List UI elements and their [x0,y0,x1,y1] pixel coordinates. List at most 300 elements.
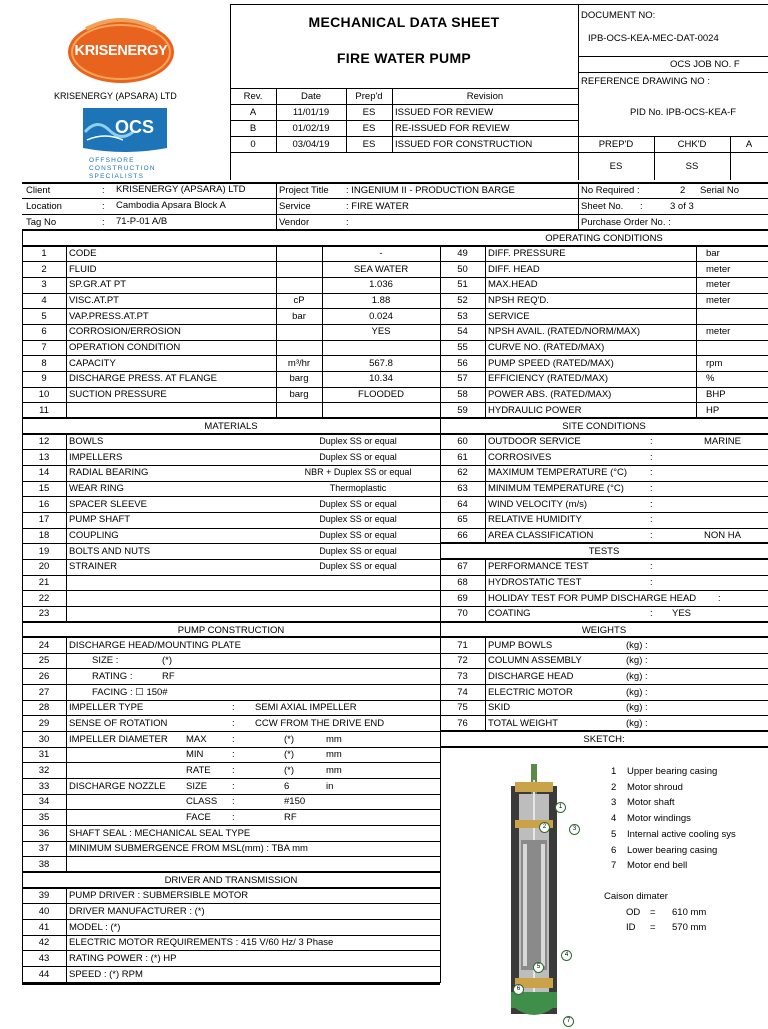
operating-label: SP.GR.AT PT [69,279,127,291]
weight-unit: (kg) : [626,639,648,651]
row-number: 51 [457,279,468,291]
site-label: RELATIVE HUMIDITY [488,514,582,526]
row-number: 61 [457,451,468,463]
grid-line [22,324,440,325]
sheet-label: Sheet No. [581,201,624,212]
grid-line [22,512,440,513]
grid-line [22,590,440,591]
material-label: RADIAL BEARING [69,467,149,479]
row-number: 5 [41,310,47,322]
vendor-value: : [346,217,349,228]
row-number: 26 [38,670,50,682]
rev-date: 11/01/19 [292,107,330,118]
construction-label: DISCHARGE HEAD/MOUNTING PLATE [69,639,241,651]
operating-unit: meter [706,326,731,338]
krisenergy-logo-text: KRISENERGY [74,43,168,59]
legend-label: Motor end bell [627,860,688,872]
grid-line [22,762,440,763]
row-number: 7 [41,342,47,354]
construction-label: IMPELLER DIAMETER [69,733,168,745]
row-number: 62 [457,467,468,479]
no-required-label: No Required : [581,185,640,196]
grid-line [22,668,440,669]
row-number: 17 [38,514,50,526]
grid-line [22,887,440,889]
operating-label: FLUID [69,263,97,275]
operating-label: VAP.PRESS.AT.PT [69,310,149,322]
grid-line [440,308,768,309]
test-label: HOLIDAY TEST FOR PUMP DISCHARGE HEAD [488,592,697,604]
service-value: : FIRE WATER [346,201,409,212]
grid-line [440,465,768,466]
row-number: 27 [38,686,50,698]
row-number: 64 [457,498,468,510]
row-number: 76 [457,717,468,729]
grid-line [440,417,768,419]
revision-col-header: Revision [466,91,504,102]
serial-label: Serial No [700,185,740,196]
caison-id-value: 570 mm [672,922,707,933]
project-label: Project Title [279,185,329,196]
grid-line [22,433,440,435]
site-sep: : [650,483,653,495]
site-label: MINIMUM TEMPERATURE (°C) [488,483,624,495]
row-number: 15 [38,483,50,495]
operating-label: CORROSION/ERROSION [69,326,181,338]
material-value: Duplex SS or equal [319,514,397,525]
tag-value: 71-P-01 A/B [116,216,168,227]
weight-label: DISCHARGE HEAD [488,670,574,682]
grid-line [440,542,768,544]
row-number: 52 [457,295,468,307]
grid-line [22,481,440,482]
operating-value: SEA WATER [353,263,409,275]
site-value: NON HA [704,530,741,542]
legend-label: Motor shroud [627,781,683,793]
operating-value: YES [371,326,391,338]
row-number: 6 [41,326,47,338]
test-label: COATING [488,608,531,620]
construction-value: (*) [284,749,295,761]
grid-line [22,261,440,262]
construction-sep: : [232,749,235,761]
sketch-marker: 3 [569,824,580,835]
grid-line [22,417,440,419]
row-number: 39 [38,890,50,902]
operating-label: CAPACITY [69,357,116,369]
grid-line [22,794,440,795]
grid-line [66,637,67,872]
sheet-subtitle: FIRE WATER PUMP [336,50,472,66]
po-label: Purchase Order No. : [581,217,671,228]
test-label: HYDROSTATIC TEST [488,577,582,589]
grid-line [22,543,440,544]
location-sep: : [102,201,105,212]
row-number: 1 [41,248,47,260]
construction-value: #150 [284,796,306,808]
legend-number: 6 [611,844,617,856]
driver-text: RATING POWER : (*) HP [69,952,177,964]
company-name: KRISENERGY (APSARA) LTD [54,91,177,101]
grid-line [22,950,440,951]
material-label: BOWLS [69,436,104,448]
row-number: 2 [41,263,47,275]
grid-line [22,355,440,356]
row-number: 56 [457,357,468,369]
construction-label: DISCHARGE NOZZLE [69,780,166,792]
row-number: 30 [38,733,50,745]
sheet-title: MECHANICAL DATA SHEET [308,14,500,30]
operating-unit: meter [706,295,731,307]
grid-line [440,449,768,450]
doc-no: IPB-OCS-KEA-MEC-DAT-0024 [588,33,719,44]
grid-line [440,496,768,497]
row-number: 8 [41,357,47,369]
ocs-job-no: OCS JOB NO. F [670,59,740,70]
tag-label: Tag No [26,217,57,228]
grid-line [22,856,440,857]
grid-line [22,230,768,231]
operating-unit: cP [293,295,305,307]
ocs-logo-text: OCS [115,117,155,137]
grid-line [440,575,768,576]
row-number: 11 [39,404,49,416]
legend-label: Internal active cooling sys [627,828,736,840]
grid-line [440,512,768,513]
grid-line [440,433,768,435]
construction-sep: : [232,733,235,745]
grid-line [22,528,440,529]
weight-unit: (kg) : [626,670,648,682]
material-label: IMPELLERS [69,451,123,463]
grid-line [22,387,440,388]
rev-desc: RE-ISSUED FOR REVIEW [395,123,510,134]
row-number: 28 [38,702,50,714]
grid-line [440,621,768,623]
legend-number: 2 [611,781,617,793]
grid-line [22,982,440,983]
grid-line [22,653,440,654]
grid-line [485,246,486,418]
sketch-marker: 6 [513,984,524,995]
row-number: 44 [38,968,50,980]
grid-line [440,402,768,403]
operating-unit: barg [289,373,309,385]
operating-label: CURVE NO. (RATED/MAX) [488,342,605,354]
grid-line [22,715,440,716]
row-number: 23 [38,608,50,620]
test-label: PERFORMANCE TEST [488,561,589,573]
grid-line [22,825,440,826]
location-label: Location [26,201,62,212]
rev-code: B [249,123,257,134]
row-number: 75 [457,702,468,714]
construction-value: RF [284,811,297,823]
construction-sublabel: RATING : [92,670,133,682]
grid-line [485,637,486,731]
driver-text: PUMP DRIVER : SUBMERSIBLE MOTOR [69,890,249,902]
client-sep: : [102,185,105,196]
site-sep: : [650,467,653,479]
prepd-value: ES [609,161,623,172]
sketch-marker: 5 [533,962,544,973]
project-value: : INGENIUM II - PRODUCTION BARGE [346,185,515,196]
grid-line [696,246,697,418]
legend-label: Upper bearing casing [627,766,718,777]
operating-label: CODE [69,248,97,260]
grid-line [22,903,440,904]
grid-line [66,888,67,983]
legend-number: 7 [611,860,617,872]
grid-line [22,841,440,842]
row-number: 9 [41,373,47,385]
weight-unit: (kg) : [626,655,648,667]
row-number: 37 [38,843,50,855]
row-number: 14 [38,467,50,479]
operating-unit: rpm [706,357,723,369]
material-label: SPACER SLEEVE [69,498,147,510]
sketch-marker: 1 [555,802,566,813]
construction-value: 6 [284,780,290,792]
grid-line [440,606,768,607]
caison-od-label: OD [626,907,641,918]
section-weights: WEIGHTS [581,624,627,636]
test-sep: : [650,577,653,589]
vendor-label: Vendor [279,217,310,228]
doc-no-label: DOCUMENT NO: [581,10,656,21]
client-value: KRISENERGY (APSARA) LTD [116,184,246,195]
grid-line [440,684,768,685]
operating-unit: barg [289,389,309,401]
operating-unit: HP [706,404,720,416]
ref-drawing-label: REFERENCE DRAWING NO : [581,76,710,87]
grid-line [440,261,768,262]
weight-label: PUMP BOWLS [488,639,553,651]
legend-label: Motor shaft [627,797,675,809]
row-number: 12 [38,436,50,448]
grid-line [22,621,440,623]
row-number: 36 [38,827,50,839]
construction-sep: (*) [162,655,173,667]
caison-od-eq: = [650,907,656,918]
construction-sep: : [232,764,235,776]
operating-value: 0.024 [369,310,393,322]
grid-line [22,496,440,497]
grid-line [485,559,486,622]
driver-text: MODEL : (*) [69,921,121,933]
grid-line [440,324,768,325]
row-number: 60 [457,436,468,448]
construction-sublabel: FACE [186,811,211,823]
material-label: WEAR RING [69,483,124,495]
row-number: 18 [38,530,50,542]
grid-line [66,434,67,622]
grid-line [22,871,440,873]
site-sep: : [650,436,653,448]
grid-line [22,575,440,576]
operating-label: NPSH AVAIL. (RATED/NORM/MAX) [488,326,641,338]
row-number: 43 [38,952,50,964]
operating-label: OPERATION CONDITION [69,342,181,354]
grid-line [440,340,768,341]
row-number: 24 [38,639,50,651]
sketch-marker: 2 [539,822,550,833]
row-number: 53 [457,310,468,322]
construction-label: SHAFT SEAL : MECHANICAL SEAL TYPE [69,827,251,839]
operating-unit: meter [706,263,731,275]
row-number: 33 [38,780,50,792]
pid-no: PID No. IPB-OCS-KEA-F [630,107,737,118]
grid-line [440,653,768,654]
row-number: 66 [457,530,468,542]
row-number: 4 [41,295,47,307]
ocs-tagline-3: SPECIALISTS [89,173,145,180]
row-number: 25 [38,655,50,667]
rev-code: 0 [250,139,256,150]
operating-label: DISCHARGE PRESS. AT FLANGE [69,373,217,385]
operating-label: SERVICE [488,310,530,322]
row-number: 70 [457,608,468,620]
operating-label: DIFF. HEAD [488,263,540,275]
row-number: 3 [41,279,47,291]
material-label: PUMP SHAFT [69,514,131,526]
operating-value: 567.8 [369,357,393,369]
date-col-header: Date [300,91,322,102]
operating-label: EFFICIENCY (RATED/MAX) [488,373,608,385]
client-label: Client [26,185,51,196]
weight-unit: (kg) : [626,717,648,729]
section-pump-construction: PUMP CONSTRUCTION [177,624,285,636]
section-operating-conditions: OPERATING CONDITIONS [545,233,663,244]
row-number: 35 [38,811,50,823]
row-number: 65 [457,514,468,526]
row-number: 38 [38,858,50,870]
grid-line [22,684,440,685]
row-number: 32 [38,764,50,776]
grid-line [22,966,440,967]
legend-number: 3 [611,797,617,809]
grid-line [440,355,768,356]
row-number: 68 [457,577,468,589]
row-number: 21 [38,577,50,589]
operating-value: 1.88 [371,295,391,307]
site-sep: : [650,530,653,542]
construction-label: IMPELLER TYPE [69,702,144,714]
material-value: Duplex SS or equal [319,545,397,556]
row-number: 34 [38,796,50,808]
rev-desc: ISSUED FOR REVIEW [395,107,494,118]
construction-sep: : [232,780,235,792]
rev-col-header: Rev. [243,91,263,102]
rev-code: A [249,107,257,118]
grid-line [22,731,440,732]
grid-line [22,277,440,278]
sketch-marker: 4 [561,950,572,961]
construction-sep: : [232,717,235,729]
operating-unit: bar [706,248,720,260]
operating-unit: m³/hr [287,357,311,369]
grid-line [440,293,768,294]
grid-line [22,465,440,466]
operating-unit: % [706,373,715,385]
material-value: Duplex SS or equal [319,530,397,541]
row-number: 72 [457,655,468,667]
grid-line [22,919,440,920]
construction-value: (*) [284,733,295,745]
grid-line [440,730,768,732]
test-value: YES [672,608,692,620]
row-number: 59 [457,404,468,416]
grid-line [440,590,768,591]
grid-line [22,449,440,450]
grid-line [22,371,440,372]
grid-line [22,809,440,810]
operating-value: FLOODED [358,389,404,401]
grid-line [440,700,768,701]
site-label: CORROSIVES [488,451,552,463]
row-number: 40 [38,905,50,917]
grid-line [440,558,768,560]
row-number: 50 [457,263,468,275]
driver-text: ELECTRIC MOTOR REQUIREMENTS : 415 V/60 Hz/ 3 Phase [69,937,334,949]
section-sketch: SKETCH: [583,734,625,746]
row-number: 67 [457,561,468,573]
operating-value: 1.036 [369,279,393,291]
location-value: Cambodia Apsara Block A [116,200,226,211]
row-number: 19 [38,545,50,557]
weight-label: SKID [488,702,511,714]
operating-label: NPSH REQ'D. [488,295,549,307]
site-label: OUTDOOR SERVICE [488,436,581,448]
rev-desc: ISSUED FOR CONSTRUCTION [395,139,533,150]
construction-sep: RF [162,670,175,682]
construction-sep: : [232,796,235,808]
sheet-value: 3 of 3 [670,201,694,212]
grid-line [440,528,768,529]
operating-value: - [379,248,383,260]
construction-value: CCW FROM THE DRIVE END [255,717,385,729]
construction-unit: mm [326,764,342,776]
site-sep: : [650,498,653,510]
tag-sep: : [102,217,105,228]
operating-label: POWER ABS. (RATED/MAX) [488,389,612,401]
material-label: BOLTS AND NUTS [69,545,151,557]
construction-sublabel: SIZE [186,780,208,792]
row-number: 69 [457,592,468,604]
operating-label: PUMP SPEED (RATED/MAX) [488,357,614,369]
material-value: Duplex SS or equal [319,451,397,462]
row-number: 22 [38,592,50,604]
row-number: 31 [38,749,50,761]
row-number: 57 [457,373,468,385]
row-number: 13 [38,451,50,463]
caison-id-label: ID [626,922,636,933]
material-value: Duplex SS or equal [319,561,397,572]
pump-sketch [505,760,585,1024]
construction-sublabel: CLASS [186,796,218,808]
row-number: 74 [457,686,468,698]
operating-value: 10.34 [369,373,393,385]
grid-line [22,293,440,294]
caison-title: Caison dimater [604,891,668,902]
row-number: 58 [457,389,468,401]
row-number: 49 [457,248,468,260]
grid-line [66,246,67,418]
test-sep: : [650,608,653,620]
construction-sublabel: FACING : ☐ 150# [92,686,168,698]
sheet-sep: : [640,201,643,212]
section-tests: TESTS [588,546,620,558]
